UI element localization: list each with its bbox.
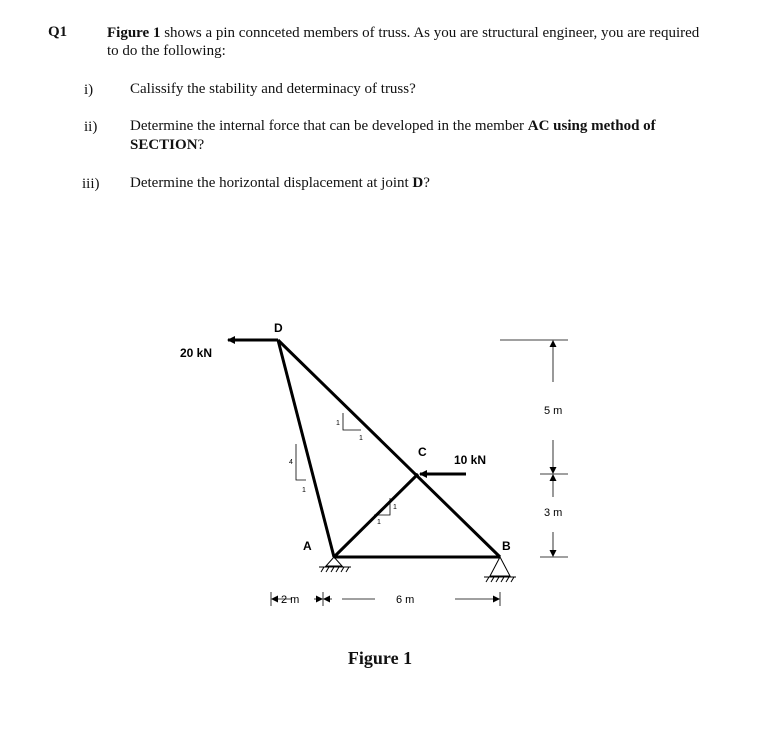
item-2-bold: AC using method of SECTION bbox=[130, 118, 656, 153]
bottom-dimension bbox=[271, 592, 500, 606]
joint-label-d: D bbox=[274, 321, 283, 335]
item-2-post: ? bbox=[197, 137, 205, 153]
member-dc-cb bbox=[278, 340, 500, 557]
slope-ac-rise: 1 bbox=[393, 504, 397, 511]
member-ac bbox=[334, 474, 418, 557]
load-label-10kn: 10 kN bbox=[454, 453, 487, 467]
slope-dc-rise: 1 bbox=[336, 420, 340, 427]
slope-dc-run: 1 bbox=[359, 435, 363, 442]
slope-triangle-ad bbox=[296, 444, 306, 480]
member-ad bbox=[278, 340, 334, 557]
item-2-pre: Determine the internal force that can be developed in the member bbox=[130, 118, 528, 134]
item-roman-3: iii) bbox=[82, 176, 100, 192]
joint-label-c: C bbox=[418, 445, 427, 459]
joint-label-a: A bbox=[303, 539, 312, 553]
question-number: Q1 bbox=[48, 24, 68, 40]
item-3-pre: Determine the horizontal displacement at joint bbox=[130, 175, 413, 191]
pin-support-a bbox=[319, 557, 351, 572]
figure-caption: Figure 1 bbox=[347, 648, 413, 668]
item-3-post: ? bbox=[423, 175, 430, 191]
slope-ad-rise: 4 bbox=[289, 459, 293, 466]
pin-support-b bbox=[484, 557, 516, 582]
dim-label-5m: 5 m bbox=[544, 405, 563, 417]
joint-label-b: B bbox=[502, 539, 511, 553]
dim-label-3m: 3 m bbox=[544, 507, 563, 519]
slope-ac-run: 1 bbox=[377, 519, 381, 526]
slope-triangle-ac bbox=[374, 498, 390, 515]
dim-label-6m: 6 m bbox=[396, 594, 415, 606]
item-text-1: Calissify the stability and determinacy of truss? bbox=[130, 81, 416, 97]
slope-ad-run: 1 bbox=[302, 487, 306, 494]
intro-text: shows a pin connceted members of truss. As you are structural engineer, you are required to do the following: bbox=[107, 25, 700, 59]
dim-label-2m: 2 m bbox=[281, 594, 300, 606]
slope-triangle-dc bbox=[343, 413, 361, 430]
figure-reference: Figure 1 bbox=[107, 25, 161, 41]
item-roman-1: i) bbox=[84, 82, 94, 98]
right-dimension bbox=[500, 340, 568, 557]
load-label-20kn: 20 kN bbox=[180, 346, 213, 360]
item-3-bold: D bbox=[412, 175, 424, 191]
item-roman-2: ii) bbox=[84, 119, 98, 135]
